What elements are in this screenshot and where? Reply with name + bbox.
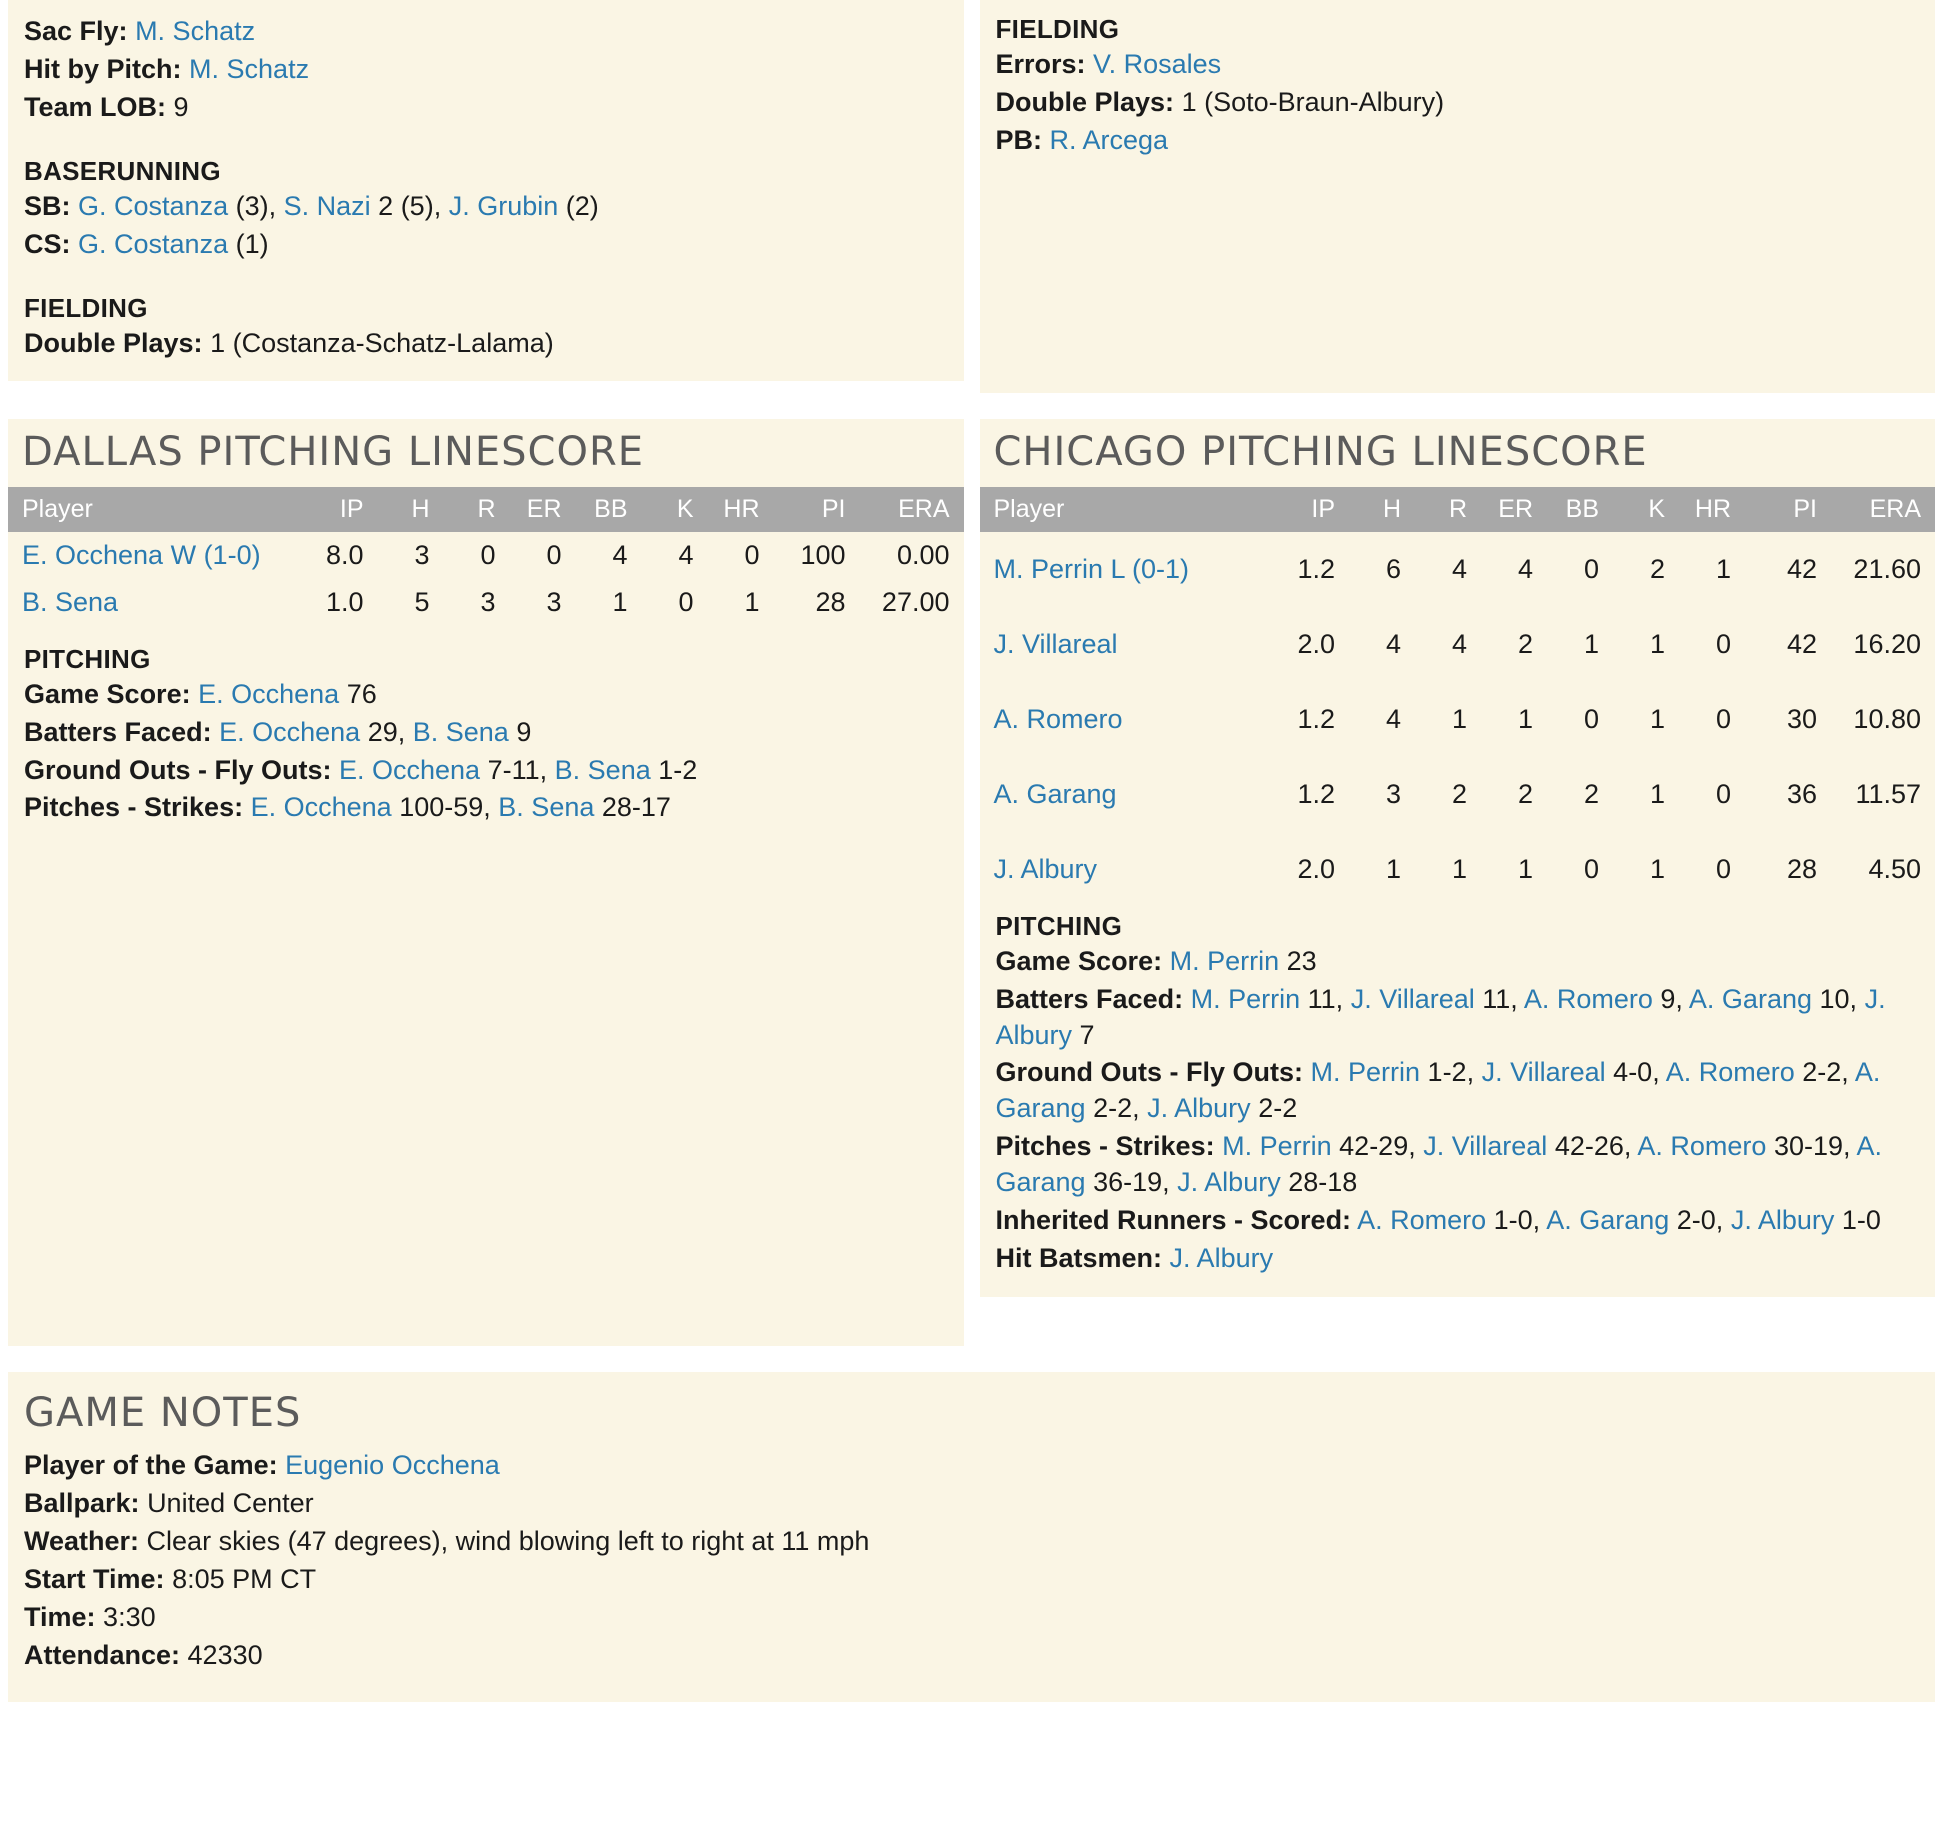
note-label: SB: [24,190,71,221]
note-value: 2-2 [1258,1093,1298,1124]
stat-era: 16.20 [1853,628,1921,659]
note-label: Game Score: [995,945,1163,976]
player-link[interactable]: J. Albury [1177,1167,1281,1198]
stat-er: 1 [1517,703,1533,734]
note-label: Errors: [995,49,1086,79]
stat-bb: 4 [612,539,628,570]
note-value: 4-0, [1613,1057,1660,1088]
stat-h: 4 [1385,628,1401,659]
stat-pi: 36 [1786,778,1817,809]
player-link[interactable]: A. Romero [1523,983,1653,1014]
stat-hr: 0 [1715,628,1731,659]
stat-era: 0.00 [896,539,950,570]
note-line [996,1129,1920,1201]
note-value: 100-59, [399,792,491,823]
col-ip: IP [1255,487,1341,532]
pitcher-link[interactable]: B. Sena [22,586,119,617]
note-line [24,14,948,50]
stat-bb: 0 [1583,703,1599,734]
note-label: Sac Fly: [24,16,128,46]
note-value: 30-19, [1773,1131,1851,1162]
col-era: ERA [1823,487,1935,532]
note-value: 2 (5), [378,190,442,221]
player-link[interactable]: M. Perrin [1222,1131,1332,1162]
player-link[interactable]: G. Costanza [78,228,229,259]
stat-hr: 0 [1715,703,1731,734]
notes-row [8,0,1935,393]
col-k: K [634,487,700,532]
note-value: United Center [147,1488,314,1519]
note-value: 23 [1286,945,1317,976]
dallas-pitching-table [8,487,964,626]
note-label: PB: [995,124,1042,155]
stat-pi: 42 [1786,553,1817,584]
note-label: Ground Outs - Fly Outs: [995,1057,1303,1088]
player-link[interactable]: M. Perrin [1169,945,1280,976]
note-line [996,1055,1920,1127]
player-link[interactable]: R. Arcega [1049,124,1169,155]
col-ip: IP [284,487,370,532]
note-value: 28-18 [1288,1167,1358,1198]
stat-k: 4 [678,539,694,570]
note-line [996,1203,1920,1239]
table-row [980,607,1936,682]
player-link[interactable]: A. Garang [1688,983,1812,1014]
stat-pi: 28 [815,586,846,617]
player-link[interactable]: J. Albury [1169,1242,1274,1273]
note-label: Ground Outs - Fly Outs: [24,754,332,785]
dallas-baserunning-lines [24,189,948,263]
table-header-row [8,487,964,532]
stat-pi: 28 [1786,853,1817,884]
player-link[interactable]: A. Romero [1637,1131,1767,1162]
player-link[interactable]: E. Occhena [339,754,481,785]
col-player: Player [980,487,1256,532]
stat-bb: 1 [612,586,628,617]
dallas-fielding-header: FIELDING [24,292,148,323]
player-link[interactable]: A. Garang [995,1057,1881,1124]
stat-ip: 2.0 [1297,853,1335,884]
note-label: Hit Batsmen: [995,1242,1163,1273]
note-label: Game Score: [24,678,191,709]
player-link[interactable]: J. Albury [1730,1205,1835,1236]
col-r: R [436,487,502,532]
player-link[interactable]: J. Albury [995,983,1886,1050]
chicago-pitching-table [980,487,1936,907]
pitching-row [8,419,1935,1347]
stat-h: 1 [1385,853,1401,884]
note-value: 1-0, [1493,1205,1541,1236]
dallas-batting-notes-panel [8,0,964,381]
note-label: Team LOB: [24,91,167,122]
col-h: H [370,487,436,532]
player-link[interactable]: M. Perrin [1310,1057,1421,1088]
col-hr: HR [1671,487,1737,532]
stat-bb: 0 [1583,553,1599,584]
col-k: K [1605,487,1671,532]
dallas-misc-lines [24,14,948,126]
stat-hr: 0 [1715,778,1731,809]
note-line [24,790,948,826]
table-row [980,532,1936,607]
stat-bb: 2 [1583,778,1599,809]
player-link[interactable]: M. Perrin [1190,983,1301,1014]
table-row [980,757,1936,832]
stat-era: 21.60 [1853,553,1921,584]
stat-er: 1 [1517,853,1533,884]
stat-r: 3 [480,586,496,617]
stat-k: 1 [1649,628,1665,659]
player-link[interactable]: J. Albury [1147,1093,1251,1124]
stat-k: 1 [1649,703,1665,734]
col-h: H [1341,487,1407,532]
note-line [996,47,1920,83]
col-player: Player [8,487,284,532]
table-header-row [980,487,1936,532]
note-label: Weather: [24,1526,140,1557]
note-value: 3:30 [103,1601,156,1632]
player-link[interactable]: E. Occhena [219,716,361,747]
note-line [24,1486,1919,1522]
note-value: 11, [1482,983,1518,1014]
note-value: (2) [565,190,599,221]
note-value: 7 [1079,1019,1095,1050]
note-line [996,123,1920,159]
note-value: (3), [235,190,277,221]
note-value: 9 [516,716,532,747]
note-line [24,1562,1919,1598]
chicago-pitching-title: CHICAGO PITCHING LINESCORE [993,428,1648,475]
stat-hr: 0 [744,539,760,570]
note-value: 42-26, [1554,1131,1632,1162]
stat-r: 1 [1451,703,1467,734]
player-link[interactable]: A. Romero [1665,1057,1795,1088]
stat-pi: 100 [800,539,846,570]
note-value: 8:05 PM CT [172,1564,317,1595]
note-value: 36-19, [1093,1167,1170,1198]
stat-hr: 0 [1715,853,1731,884]
note-value: (1) [235,228,269,259]
chicago-fielding-header: FIELDING [995,14,1120,44]
stat-ip: 1.0 [325,586,364,617]
stat-k: 1 [1649,778,1665,809]
note-value: 9, [1660,983,1683,1014]
note-label: Pitches - Strikes: [995,1131,1215,1162]
chicago-fielding-lines [996,47,1920,159]
col-r: R [1407,487,1473,532]
stat-era: 27.00 [881,586,950,617]
stat-r: 0 [480,539,496,570]
pitcher-link[interactable]: E. Occhena W (1-0) [22,539,261,570]
player-link[interactable]: M. Schatz [135,16,256,46]
note-label: CS: [24,228,71,259]
stat-k: 2 [1649,553,1665,584]
col-pi: PI [1737,487,1823,532]
note-line [24,1600,1919,1636]
note-value: 9 [173,91,189,122]
stat-ip: 1.2 [1297,778,1335,809]
note-value: 76 [346,678,377,709]
stat-era: 11.57 [1855,778,1921,809]
stat-era: 10.80 [1853,703,1921,734]
note-value: 29, [367,716,406,747]
note-value: 2-0, [1676,1205,1724,1236]
player-link[interactable]: J. Villareal [1481,1057,1606,1088]
stat-r: 2 [1451,778,1467,809]
player-link[interactable]: Eugenio Occhena [285,1450,500,1481]
note-value: 1-2 [658,754,698,785]
note-value: 10, [1819,983,1858,1014]
table-row [980,832,1936,907]
note-line [996,982,1920,1054]
note-label: Hit by Pitch: [24,53,182,84]
note-value: 7-11, [487,754,548,785]
player-link[interactable]: E. Occhena [250,792,392,823]
note-value: 28-17 [601,792,671,823]
note-label: Start Time: [24,1564,165,1595]
stat-r: 1 [1451,853,1467,884]
player-link[interactable]: A. Romero [1357,1205,1487,1236]
dallas-pitching-panel [8,419,964,1347]
note-line [24,227,948,263]
note-value: 1 (Soto-Braun-Albury) [1181,86,1445,117]
note-label: Double Plays: [24,327,203,358]
game-notes-title: GAME NOTES [24,1390,302,1437]
stat-h: 4 [1385,703,1401,734]
player-link[interactable]: J. Villareal [1350,983,1475,1014]
note-label: Ballpark: [24,1488,140,1519]
note-label: Player of the Game: [24,1450,278,1481]
table-row [8,532,964,579]
dallas-pitching-notes-header: PITCHING [24,643,151,674]
stat-er: 4 [1517,553,1533,584]
stat-hr: 1 [744,586,760,617]
col-hr: HR [700,487,766,532]
note-value: 42330 [187,1639,263,1670]
player-link[interactable]: A. Garang [1546,1205,1670,1236]
pitcher-link[interactable]: M. Perrin L (0-1) [993,553,1190,584]
stat-h: 3 [1385,778,1401,809]
stat-er: 2 [1517,628,1533,659]
dallas-pitching-title: DALLAS PITCHING LINESCORE [22,428,645,475]
stat-ip: 2.0 [1297,628,1335,659]
player-link[interactable]: B. Sena [412,716,509,747]
note-label: Attendance: [24,1639,181,1670]
note-label: Time: [24,1601,96,1632]
stat-ip: 1.2 [1297,553,1335,584]
note-value: 1-0 [1841,1205,1881,1236]
stat-k: 1 [1649,853,1665,884]
stat-bb: 0 [1583,853,1599,884]
game-notes-panel [8,1372,1935,1701]
stat-k: 0 [678,586,694,617]
stat-r: 4 [1451,553,1467,584]
note-value: 1-2, [1427,1057,1475,1088]
stat-er: 0 [546,539,562,570]
stat-h: 5 [414,586,430,617]
player-link[interactable]: M. Schatz [189,53,310,84]
stat-ip: 1.2 [1297,703,1335,734]
stat-pi: 30 [1786,703,1817,734]
table-row [8,579,964,626]
col-bb: BB [1539,487,1605,532]
player-link[interactable]: B. Sena [498,792,595,823]
chicago-pitching-panel [980,419,1936,1297]
note-value: 2-2, [1093,1093,1140,1124]
pitcher-link[interactable]: J. Villareal [993,628,1118,659]
note-line [24,677,948,713]
col-era: ERA [852,487,964,532]
stat-ip: 8.0 [325,539,364,570]
note-line [24,90,948,126]
stat-bb: 1 [1583,628,1599,659]
note-label: Double Plays: [995,86,1175,117]
col-bb: BB [568,487,634,532]
stat-era: 4.50 [1868,853,1921,884]
note-label: Batters Faced: [24,716,212,747]
col-pi: PI [766,487,852,532]
note-line [24,1448,1919,1484]
note-line [24,753,948,789]
chicago-pitching-notes-header: PITCHING [995,910,1123,941]
note-line [996,85,1920,121]
note-value: 42-29, [1339,1131,1416,1162]
pitcher-link[interactable]: A. Garang [993,778,1117,809]
dallas-fielding-lines [24,326,948,362]
stat-er: 2 [1517,778,1533,809]
note-label: Inherited Runners - Scored: [995,1205,1352,1236]
note-line [996,1241,1920,1277]
col-er: ER [1473,487,1539,532]
player-link[interactable]: B. Sena [554,754,651,785]
player-link[interactable]: J. Villareal [1423,1131,1548,1162]
note-value: 11, [1307,983,1344,1014]
col-er: ER [502,487,568,532]
stat-h: 3 [414,539,430,570]
dallas-pitching-notes [24,677,948,827]
dallas-pitching-body [8,532,964,626]
note-line [24,326,948,362]
note-line [996,944,1920,980]
player-link[interactable]: E. Occhena [198,678,340,709]
chicago-pitching-body [980,532,1936,907]
note-line [24,189,948,225]
table-row [980,682,1936,757]
note-line [24,1638,1919,1674]
note-value: 2-2, [1802,1057,1849,1088]
note-line [24,715,948,751]
note-label: Batters Faced: [995,983,1184,1014]
dallas-baserunning-header: BASERUNNING [24,155,221,186]
stat-hr: 1 [1715,553,1731,584]
stat-h: 6 [1385,553,1401,584]
player-link[interactable]: G. Costanza [78,190,229,221]
chicago-pitching-notes [996,944,1920,1277]
game-notes-lines [24,1448,1919,1673]
player-link[interactable]: S. Nazi [283,190,371,221]
note-label: Pitches - Strikes: [24,792,244,823]
player-link[interactable]: A. Garang [995,1131,1883,1198]
player-link[interactable]: V. Rosales [1093,49,1222,79]
player-link[interactable]: J. Grubin [448,190,559,221]
pitcher-link[interactable]: A. Romero [993,703,1123,734]
note-value: 1 (Costanza-Schatz-Lalama) [210,327,554,358]
stat-r: 4 [1451,628,1467,659]
stat-er: 3 [546,586,562,617]
pitcher-link[interactable]: J. Albury [993,853,1098,884]
stat-pi: 42 [1786,628,1817,659]
note-line [24,1524,1919,1560]
note-line [24,52,948,88]
note-value: Clear skies (47 degrees), wind blowing left to right at 11 mph [146,1526,870,1557]
chicago-fielding-notes-panel [980,0,1936,393]
